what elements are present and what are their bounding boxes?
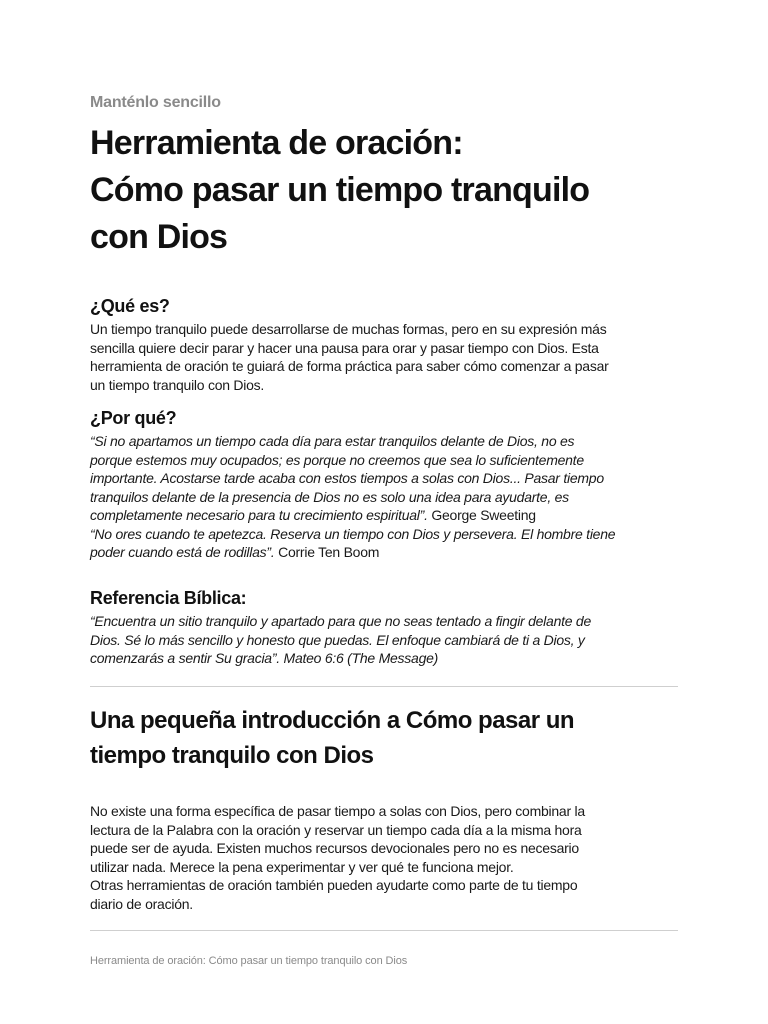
text-line: sencilla quiere decir parar y hacer una pausa para orar y pasar tiempo con Dios. Esta (90, 339, 599, 356)
section-heading-que-es: ¿Qué es? (90, 296, 170, 316)
footer-divider (90, 930, 678, 931)
quote-line: importante. Acostarse tarde acaba con estos tiempos a solas con Dios... Pasar tiempo (90, 470, 604, 486)
title-line: Herramienta de oración: (90, 124, 463, 162)
intro-heading-line: tiempo tranquilo con Dios (90, 742, 374, 769)
quote-line: Dios. Sé lo más sencillo y honesto que puedas. El enfoque cambiará de ti a Dios, y (90, 631, 585, 648)
quote-line: comenzarás a sentir Su gracia”. Mateo 6:6 (The Message) (90, 650, 439, 666)
text-line: diario de oración. (90, 895, 193, 912)
quote-line (90, 506, 690, 525)
quote-line: tranquilos delante de la presencia de Dios no es solo una idea para ayudarte, es (90, 488, 569, 505)
text-line: puede ser de ayuda. Existen muchos recursos devocionales pero no es necesario (90, 840, 579, 856)
text-line: lectura de la Palabra con la oración y reservar un tiempo cada día a la misma hora (90, 821, 582, 838)
eyebrow-label: Manténlo sencillo (90, 94, 221, 111)
text-line: Un tiempo tranquilo puede desarrollarse de muchas formas, pero en su expresión más (90, 321, 607, 337)
quote-line: porque estemos muy ocupados; es porque no creemos que sea lo suficientemente (90, 451, 584, 468)
quote-line: “Si no apartamos un tiempo cada día para estar tranquilos delante de Dios, no es (90, 433, 575, 449)
quote-line: “Encuentra un sitio tranquilo y apartado para que no seas tentado a fingir delante de (90, 613, 591, 629)
referencia-quote (90, 612, 690, 668)
quote-author: George Sweeting (427, 507, 536, 523)
divider (90, 686, 678, 687)
text-line: Otras herramientas de oración también pueden ayudarte como parte de tu tiempo (90, 877, 578, 893)
quote-author: Corrie Ten Boom (274, 544, 380, 560)
intro-heading (90, 703, 574, 773)
page-title (90, 120, 690, 261)
intro-paragraph (90, 802, 690, 913)
section-heading-por-que: ¿Por qué? (90, 408, 177, 428)
page-footer: Herramienta de oración: Cómo pasar un tiempo tranquilo con Dios (90, 955, 408, 967)
intro-heading-line: Una pequeña introducción a Cómo pasar un (90, 707, 575, 734)
title-line: con Dios (90, 218, 228, 256)
quote-line: “No ores cuando te apetezca. Reserva un tiempo con Dios y persevera. El hombre tiene (90, 525, 616, 542)
text-line: No existe una forma específica de pasar tiempo a solas con Dios, pero combinar la (90, 803, 585, 819)
quote-text: completamente necesario para tu crecimiento espiritual”. (90, 507, 428, 523)
quote-text: poder cuando está de rodillas”. (90, 544, 275, 560)
text-line: utilizar nada. Merece la pena experimentar y ver qué te funciona mejor. (90, 858, 514, 875)
por-que-quotes (90, 432, 690, 562)
quote-line (90, 543, 690, 562)
title-line: Cómo pasar un tiempo tranquilo (90, 171, 590, 209)
text-line: herramienta de oración te guiará de forma práctica para saber cómo comenzar a pasar (90, 358, 609, 374)
section-heading-referencia: Referencia Bíblica: (90, 588, 247, 608)
que-es-paragraph (90, 320, 690, 394)
text-line: un tiempo tranquilo con Dios. (90, 376, 265, 393)
